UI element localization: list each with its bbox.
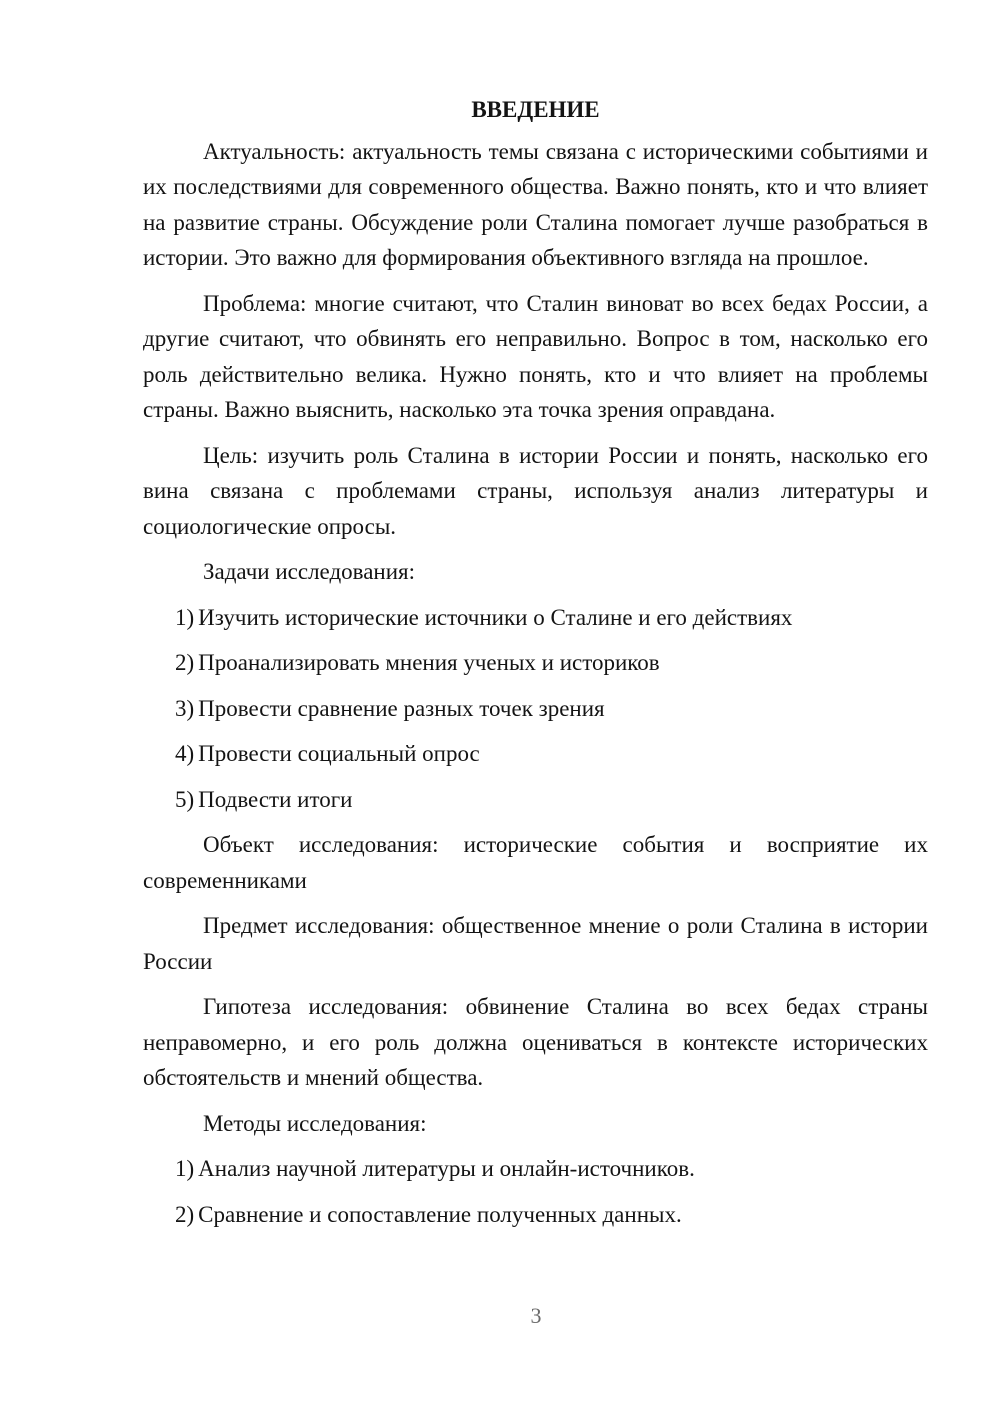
list-item [143,1151,928,1187]
list-item-text: Изучить исторические источники о Сталине и его действиях [198,604,793,630]
methods-heading: Методы исследования: [203,1110,427,1136]
goal-paragraph: Цель: изучить роль Сталина в истории России и понять, насколько его вина связана с проблемами страны, используя анализ литературы и социологические опросы. [143,442,928,539]
list-item-text: Проанализировать мнения ученых и историков [198,650,660,675]
list-item-number: 4) [175,741,195,766]
list-item [143,600,928,636]
list-item [143,1197,928,1233]
list-item-number: 1) [175,604,195,630]
relevance-paragraph: Актуальность: актуальность темы связана с историческими событиями и их последствиями для современного общества. Важно понять, кто и что влияет на развитие страны. Обсуждение роли Сталина помогает лучше разобраться в истории. Это важно для формирования объективного взгляда на прошлое. [143,138,928,270]
list-item-text: Сравнение и сопоставление полученных данных. [198,1201,682,1227]
object-paragraph: Объект исследования: исторические события и восприятие их современниками [143,832,928,893]
problem-paragraph: Проблема: многие считают, что Сталин виноват во всех бедах России, а другие считают, что обвинять его неправильно. Вопрос в том, насколько его роль действительно велика. Нужно понять, кто и что влияет на проблемы страны. Важно выяснить, насколько эта точка зрения оправдана. [143,290,928,422]
list-item-text: Анализ научной литературы и онлайн-источников. [198,1156,695,1181]
document-page [143,92,928,1242]
list-item-number: 2) [175,650,195,675]
tasks-list [143,600,928,818]
list-item-text: Провести сравнение разных точек зрения [198,695,605,721]
list-item [143,691,928,727]
page-title: ВВЕДЕНИЕ [471,97,600,122]
hypothesis-paragraph: Гипотеза исследования: обвинение Сталина во всех бедах страны неправомерно, и его роль должна оцениваться в контексте исторических обстоятельств и мнений общества. [143,994,928,1090]
list-item-number: 5) [175,786,195,812]
tasks-heading: Задачи исследования: [203,559,416,584]
list-item-number: 1) [175,1156,195,1181]
list-item [143,782,928,818]
methods-list [143,1151,928,1232]
list-item [143,736,928,772]
list-item-text: Подвести итоги [198,786,353,812]
list-item-number: 3) [175,695,195,721]
list-item [143,645,928,681]
subject-paragraph: Предмет исследования: общественное мнение о роли Сталина в истории России [143,913,928,974]
list-item-text: Провести социальный опрос [198,741,480,766]
list-item-number: 2) [175,1201,195,1227]
page-number: 3 [530,1303,542,1328]
